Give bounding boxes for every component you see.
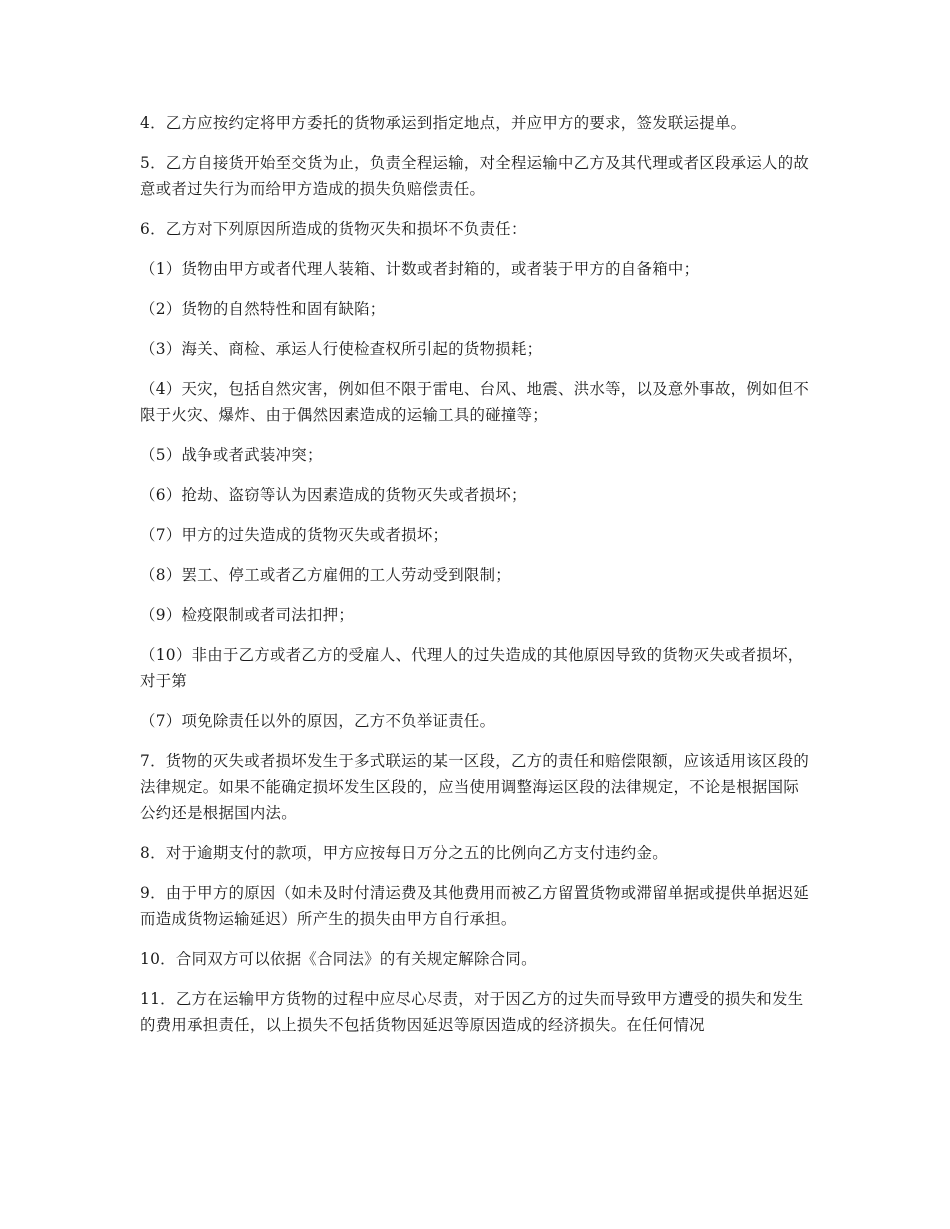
clause-6-item-5: （5）战争或者武装冲突； [140,446,323,464]
clause-6-item-10-continued: （7）项免除责任以外的原因，乙方不负举证责任。 [140,712,496,730]
clause-6-item-2: （2）货物的自然特性和固有缺陷； [140,300,386,318]
clause-6-item-9: （9）检疫限制或者司法扣押； [140,606,355,624]
clause-6-item-6: （6）抢劫、盗窃等认为因素造成的货物灭失或者损坏； [140,486,527,504]
clause-6-item-4: （4）天灾，包括自然灾害，例如但不限于雷电、台风、地震、洪水等，以及意外事故，例如但不限于火灾、爆炸、由于偶然因素造成的运输工具的碰撞等； [140,380,810,424]
clause-6-item-8: （8）罢工、停工或者乙方雇佣的工人劳动受到限制； [140,566,511,584]
clause-4: 4．乙方应按约定将甲方委托的货物承运到指定地点，并应甲方的要求，签发联运提单。 [140,114,747,132]
clause-9: 9．由于甲方的原因（如未及时付清运费及其他费用而被乙方留置货物或滞留单据或提供单据迟延而造成货物运输延迟）所产生的损失由甲方自行承担。 [140,884,810,928]
clause-7: 7．货物的灭失或者损坏发生于多式联运的某一区段，乙方的责任和赔偿限额，应该适用该区段的法律规定。如果不能确定损坏发生区段的，应当使用调整海运区段的法律规定，不论是根据国际公约还是根据国内法。 [140,752,810,822]
clause-10: 10．合同双方可以依据《合同法》的有关规定解除合同。 [140,950,537,968]
clause-6: 6．乙方对下列原因所造成的货物灭失和损坏不负责任： [140,220,527,238]
clause-11: 11．乙方在运输甲方货物的过程中应尽心尽责，对于因乙方的过失而导致甲方遭受的损失和发生的费用承担责任，以上损失不包括货物因延迟等原因造成的经济损失。在任何情况 [140,990,804,1034]
clause-6-item-7: （7）甲方的过失造成的货物灭失或者损坏； [140,526,449,544]
clause-6-item-3: （3）海关、商检、承运人行使检查权所引起的货物损耗； [140,340,543,358]
clause-6-item-10: （10）非由于乙方或者乙方的受雇人、代理人的过失造成的其他原因导致的货物灭失或者损坏，对于第 [140,646,804,690]
clause-5: 5．乙方自接货开始至交货为止，负责全程运输，对全程运输中乙方及其代理或者区段承运人的故意或者过失行为而给甲方造成的损失负赔偿责任。 [140,154,810,198]
document-page [140,110,812,1052]
clause-8: 8．对于逾期支付的款项，甲方应按每日万分之五的比例向乙方支付违约金。 [140,844,668,862]
clause-6-item-1: （1）货物由甲方或者代理人装箱、计数或者封箱的，或者装于甲方的自备箱中； [140,260,700,278]
